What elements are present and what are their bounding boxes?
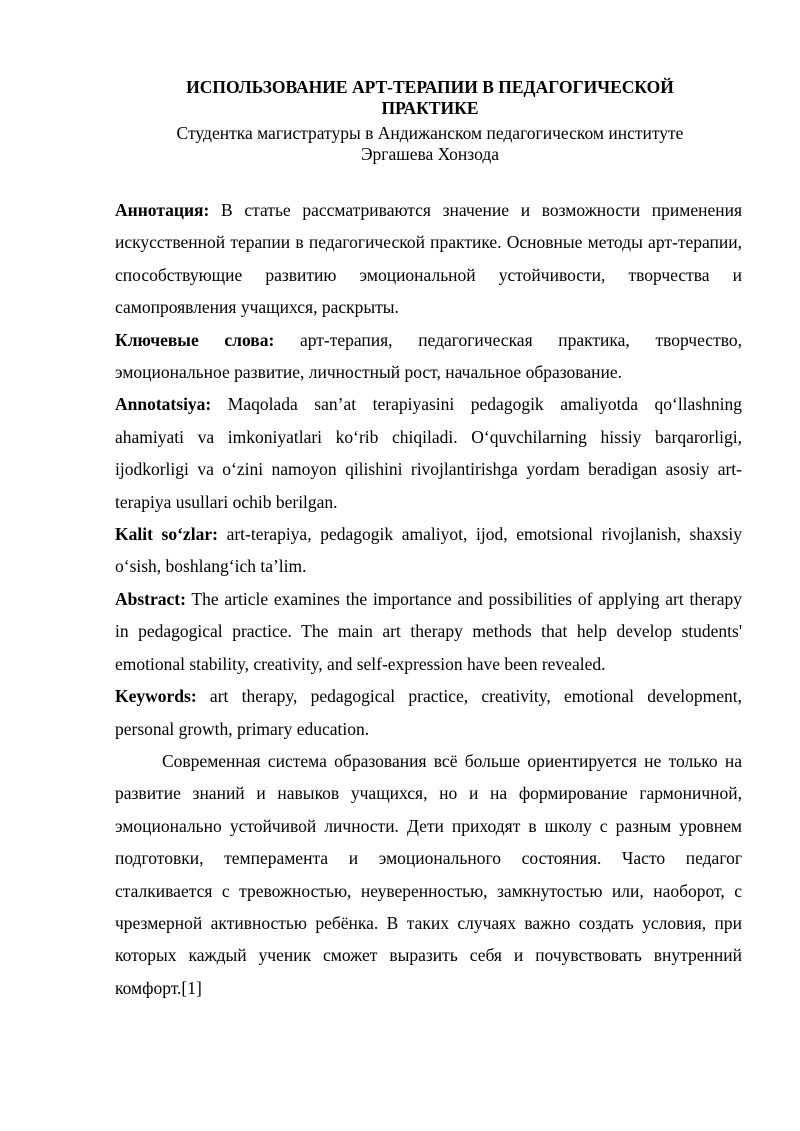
keywords-en-label: Keywords: xyxy=(115,686,197,707)
abstract-en-text: The article examines the importance and possibilities of applying art therapy in pedagogical practice. The main art therapy methods that help develop students' emotional stability, creativity, and self-expression have been revealed. xyxy=(115,588,742,674)
abstract-en xyxy=(115,583,742,680)
article-body xyxy=(115,194,742,1004)
body-paragraph: Современная система образования всё больше ориентируется не только на развитие знаний и навыков учащихся, но и на формирование гармоничной, эмоционально устойчивой личности. Дети приходят в школу с разным уровнем подготовки, темперамента и эмоционального состояния. Часто педагог сталкивается с тревожностью, неуверенностью, замкнутостью или, наоборот, с чрезмерной активностью ребёнка. В таких случаях важно создать условия, при которых каждый ученик сможет выразить себя и почувствовать внутренний комфорт.[1] xyxy=(115,750,742,998)
keywords-uz-label: Kalit so‘zlar: xyxy=(115,524,218,545)
keywords-uz xyxy=(115,518,742,583)
keywords-ru xyxy=(115,324,742,389)
article-title xyxy=(60,77,800,119)
title-line-2: ПРАКТИКЕ xyxy=(381,98,479,118)
author-affiliation: Студентка магистратуры в Андижанском педагогическом институте xyxy=(176,123,684,143)
annotation-ru xyxy=(115,194,742,324)
keywords-ru-label: Ключевые слова: xyxy=(115,329,275,350)
keywords-en xyxy=(115,680,742,745)
title-block xyxy=(60,77,800,165)
annotation-ru-label: Аннотация: xyxy=(115,200,210,220)
keywords-uz-text: art-terapiya, pedagogik amaliyot, ijod, emotsional rivojlanish, shaxsiy o‘sish, boshlang‘ich ta’lim. xyxy=(115,524,743,577)
annotation-ru-text: В статье рассматриваются значение и возможности применения искусственной терапии в педагогической практике. Основные методы арт-терапии, способствующие развитию эмоциональной устойчивости, творчества и самопроявления учащихся, раскрыты. xyxy=(115,200,743,318)
author-name: Эргашева Хонзода xyxy=(360,144,500,164)
keywords-ru-text: арт-терапия, педагогическая практика, творчество, эмоциональное развитие, личностный рост, начальное образование. xyxy=(115,329,742,383)
annotation-uz-label: Annotatsiya: xyxy=(115,394,212,415)
title-line-1: ИСПОЛЬЗОВАНИЕ АРТ-ТЕРАПИИ В ПЕДАГОГИЧЕСКОЙ xyxy=(186,77,674,97)
annotation-uz-text: Maqolada san’at terapiyasini pedagogik amaliyotda qo‘llashning ahamiyati va imkoniyatlari ko‘rib chiqiladi. O‘quvchilarning hissiy barqarorligi, ijodkorligi va o‘zini namoyon qilishini rivojlantirishga yordam beradigan asosiy art-terapiya usullari ochib berilgan. xyxy=(115,394,742,512)
abstract-en-label: Abstract: xyxy=(115,588,186,609)
keywords-en-text: art therapy, pedagogical practice, creativity, emotional development, personal growth, primary education. xyxy=(115,686,742,739)
annotation-uz xyxy=(115,388,742,518)
